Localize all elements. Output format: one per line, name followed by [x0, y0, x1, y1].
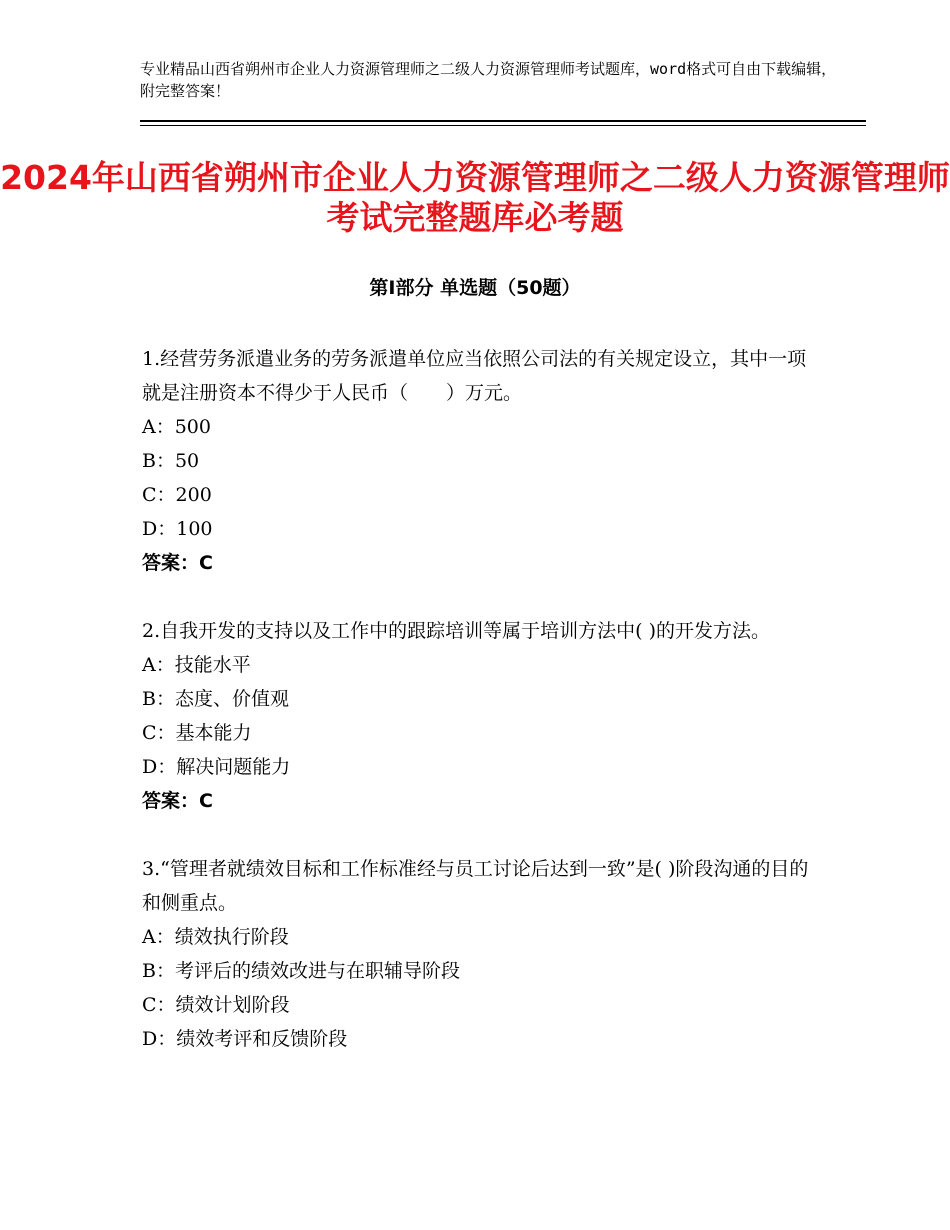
- option-a: A：绩效执行阶段: [142, 926, 289, 948]
- question-list: [142, 342, 822, 1090]
- header-divider-thin: [140, 125, 866, 126]
- question-1: [142, 342, 822, 580]
- answer: 答案：C: [142, 552, 213, 574]
- option-a: A：技能水平: [142, 654, 251, 676]
- option-c: C：200: [142, 484, 212, 506]
- header-divider-thick: [140, 120, 866, 122]
- section-heading: 第Ⅰ部分 单选题（50题）: [369, 277, 581, 299]
- header-note: 专业精品山西省朔州市企业人力资源管理师之二级人力资源管理师考试题库，word格式可自由下载编辑，附完整答案！: [140, 60, 837, 100]
- option-b: B：50: [142, 450, 200, 472]
- option-b: B：态度、价值观: [142, 688, 289, 710]
- option-a: A：500: [142, 416, 211, 438]
- question-2: [142, 614, 822, 818]
- question-text: 2.自我开发的支持以及工作中的跟踪培训等属于培训方法中( )的开发方法。: [142, 620, 770, 642]
- question-text: 1.经营劳务派遣业务的劳务派遣单位应当依照公司法的有关规定设立，其中一项就是注册资本不得少于人民币（ ）万元。: [142, 348, 807, 404]
- answer: 答案：C: [142, 790, 213, 812]
- option-d: D：绩效考评和反馈阶段: [142, 1028, 348, 1050]
- question-3: [142, 852, 822, 1056]
- option-d: D：解决问题能力: [142, 756, 291, 778]
- option-b: B：考评后的绩效改进与在职辅导阶段: [142, 960, 460, 982]
- option-d: D：100: [142, 518, 213, 540]
- option-c: C：基本能力: [142, 722, 252, 744]
- document-title: 2024年山西省朔州市企业人力资源管理师之二级人力资源管理师考试完整题库必考题: [0, 158, 950, 237]
- option-c: C：绩效计划阶段: [142, 994, 290, 1016]
- question-text: 3.“管理者就绩效目标和工作标准经与员工讨论后达到一致”是( )阶段沟通的目的和侧重点。: [142, 858, 809, 914]
